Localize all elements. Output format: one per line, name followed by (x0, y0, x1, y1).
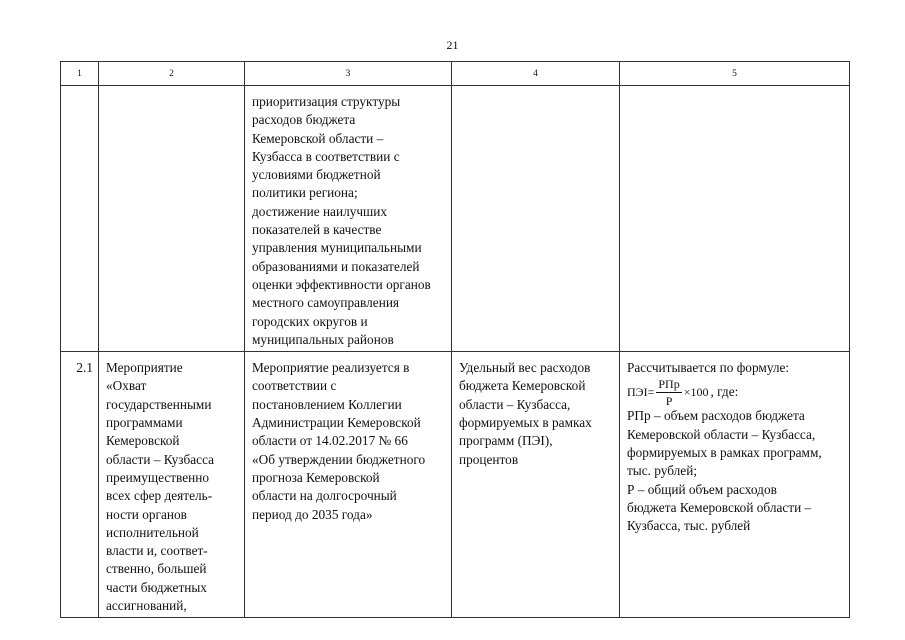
row-number: 2.1 (61, 352, 99, 618)
text-line: программами (106, 415, 183, 431)
text-line: ности органов (106, 506, 187, 522)
text-line: Администрации Кемеровской (252, 415, 421, 431)
text-line: приоритизация структуры (252, 94, 401, 109)
text-line: муниципальных районов (252, 331, 394, 347)
cell-empty-col-2 (99, 86, 245, 352)
text-line: управления муниципальными (252, 240, 422, 256)
cell-empty-col-5 (620, 86, 850, 352)
cell-indicator-name (452, 352, 620, 618)
text-line: показателей в качестве (252, 222, 382, 238)
text-line: «Охват (106, 378, 147, 394)
text-line: бюджета Кемеровской (459, 378, 586, 394)
text-line: оценки эффективности органов (252, 276, 431, 292)
text-line: соответствии с (252, 378, 337, 394)
header-col-3: 3 (245, 62, 452, 86)
text-line: Удельный вес расходов (459, 360, 591, 376)
text-line: области от 14.02.2017 № 66 (252, 433, 408, 449)
cell-continuation-col-3 (245, 86, 452, 352)
text-line: всех сфер деятель- (106, 488, 213, 504)
indicators-table (60, 61, 850, 618)
text-line: политики региона; (252, 185, 358, 201)
text-line: формируемых в рамках программ, (627, 445, 822, 461)
formula-denominator: Р (665, 393, 673, 408)
text-line: власти и, соответ- (106, 543, 208, 559)
header-col-1: 1 (61, 62, 99, 86)
cell-calculation-method (620, 352, 850, 618)
text-line: процентов (459, 451, 519, 467)
text-line: образованиями и показателей (252, 258, 420, 274)
formula-numerator: РПр (658, 376, 680, 391)
formula-lhs: ПЭI= (627, 385, 655, 400)
text-line: Мероприятие реализуется в (252, 360, 410, 376)
text-line: тыс. рублей; (627, 463, 698, 479)
text-line: достижение наилучших (252, 203, 388, 219)
text-line: части бюджетных (106, 579, 207, 595)
text-line: Кемеровской области – Кузбасса, (627, 426, 816, 442)
header-col-2: 2 (99, 62, 245, 86)
text-line: прогноза Кемеровской (252, 469, 380, 485)
text-line: бюджета Кемеровской области – (627, 499, 812, 515)
text-line: расходов бюджета (252, 112, 356, 128)
text-line: программ (ПЭI), (459, 433, 553, 449)
text-line: условиями бюджетной (252, 167, 381, 183)
header-col-4: 4 (452, 62, 620, 86)
header-col-5: 5 (620, 62, 850, 86)
cell-activity-name (99, 352, 245, 618)
formula (627, 377, 845, 407)
table-row-2-1 (61, 352, 850, 618)
text-line: области – Кузбасса (106, 451, 215, 467)
text-line: Р – общий объем расходов (627, 481, 777, 497)
text-line: формируемых в рамках (459, 415, 592, 431)
cell-empty-col-4 (452, 86, 620, 352)
text-line: государственными (106, 396, 212, 412)
text-line: ассигнований, (106, 598, 187, 614)
text-line: ственно, большей (106, 561, 207, 577)
text-line: Кемеровской области – (252, 130, 384, 146)
text-line: Мероприятие (106, 360, 183, 376)
formula-suffix: , где: (710, 384, 739, 400)
text-line: «Об утверждении бюджетного (252, 451, 426, 467)
text-line: местного самоуправления (252, 295, 400, 311)
text-line: постановлением Коллегии (252, 396, 402, 412)
text-line: РПр – объем расходов бюджета (627, 408, 805, 424)
text-line: области на долгосрочный (252, 488, 397, 504)
page-number: 21 (446, 38, 459, 52)
text-line: исполнительной (106, 524, 199, 540)
text-line: преимущественно (106, 469, 210, 485)
text-line: Кузбасса в соответствии с (252, 148, 400, 164)
table-row-continuation (61, 86, 850, 352)
formula-multiplier: ×100 (683, 385, 709, 400)
text-line: Кузбасса, тыс. рублей (627, 518, 751, 534)
text-line: городских округов и (252, 313, 368, 329)
formula-intro: Рассчитывается по формуле: (627, 360, 790, 376)
cell-implementation-basis (245, 352, 452, 618)
table-header-row (61, 62, 850, 86)
text-line: период до 2035 года» (252, 506, 373, 522)
text-line: Кемеровской (106, 433, 180, 449)
formula-fraction (656, 378, 681, 407)
text-line: области – Кузбасса, (459, 396, 571, 412)
cell-empty-col-1 (61, 86, 99, 352)
